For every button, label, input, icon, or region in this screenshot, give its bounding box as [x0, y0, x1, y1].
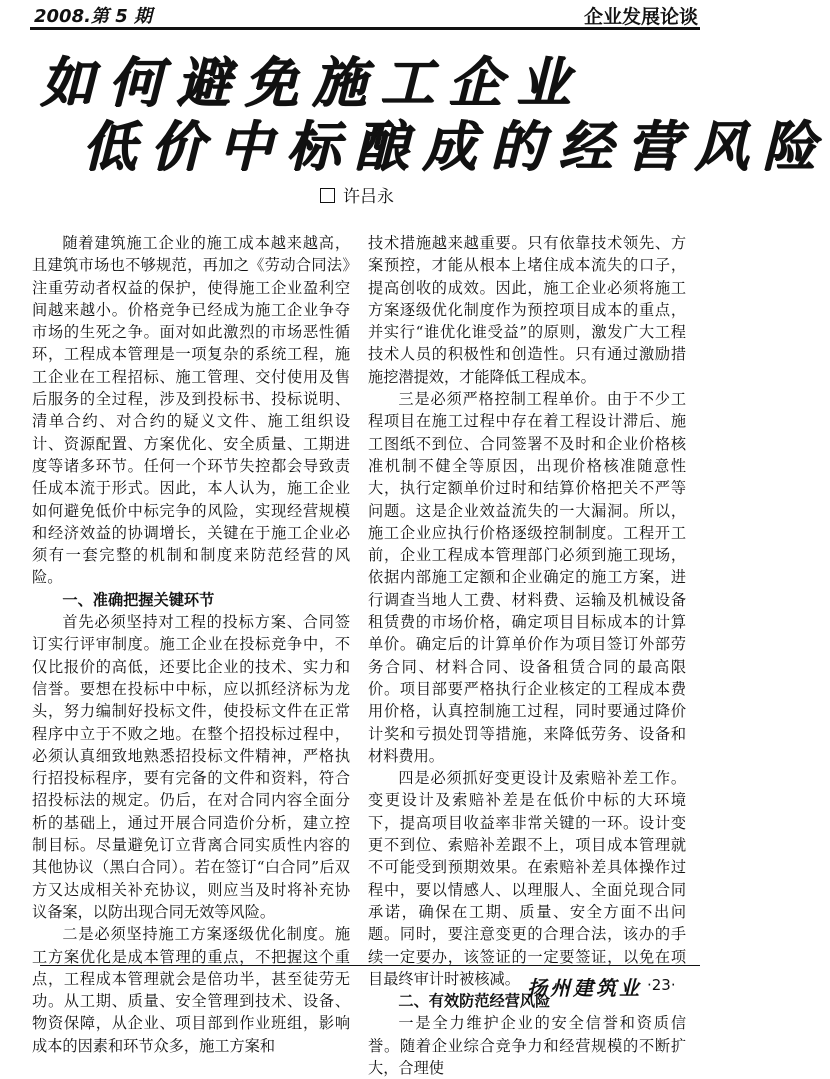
- paragraph: 随着建筑施工企业的施工成本越来越高，且建筑市场也不够规范，再加之《劳动合同法》注重劳动者权益的保护，使得施工企业盈利空间越来越小。价格竞争已经成为施工企业争夺市场的生死之争。面对如此激烈的市场恶性循环，工程成本管理是一项复杂的系统工程，施工企业在工程招标、施工管理、交付使用及售后服务的全过程，涉及到投标书、投标说明、清单合约、对合约的疑义文件、施工组织设计、资源配置、方案优化、安全质量、工期进度等诸多环节。任何一个环节失控都会导致责任成本流于形式。因此，本人认为，施工企业如何避免低价中标完争的风险，实现经营规模和经济效益的协调增长，关键在于施工企业必须有一套完整的机制和制度来防范经营的风险。: [32, 234, 350, 587]
- section-heading: 一、准确把握关键环节: [62, 590, 215, 609]
- article-title-line2: 低价中标酿成的经营风险: [82, 114, 830, 178]
- paragraph: 三是必须严格控制工程单价。由于不少工程项目在施工过程中存在着工程设计滞后、施工图纸不到位、合同签署不及时和企业价格核准机制不健全等原因，出现价格核准随意性大，执行定额单价过时和结算价格把关不严等问题。这是企业效益流失的一大漏洞。所以，施工企业应执行价格逐级控制制度。工程开工前，企业工程成本管理部门必须到施工现场，依据内部施工定额和企业确定的施工方案，进行调查当地人工费、材料费、运输及机械设备租赁费的市场价格，确定项目目标成本的计算单价。确定后的计算单价作为项目签订外部劳务合同、材料合同、设备租赁合同的最高限价。项目部要严格执行企业核定的工程成本费用价格，认真控制施工过程，同时要通过降价计奖和亏损处罚等措施，来降低劳务、设备和材料费用。: [368, 390, 686, 765]
- page-number: ·23·: [647, 976, 676, 994]
- square-icon: [320, 188, 335, 203]
- paragraph: 技术措施越来越重要。只有依靠技术领先、方案预控，才能从根本上堵住成本流失的口子，提高创收的成效。因此，施工企业必须将施工方案逐级优化制度作为预控项目成本的重点，并实行“谁优化谁受益”的原则，激发广大工程技术人员的积极性和创造性。只有通过激励措施挖潜提效，才能降低工程成本。: [368, 234, 686, 386]
- page-header: [0, 0, 720, 30]
- paragraph: 一是全力维护企业的安全信誉和资质信誉。随着企业综合竞争力和经营规模的不断扩大，合理使: [368, 1014, 686, 1077]
- section-heading: 二、有效防范经营风险: [398, 992, 551, 1011]
- header-rule: [30, 27, 700, 30]
- author-name: 许吕永: [343, 187, 394, 207]
- left-column: [32, 232, 350, 1057]
- paragraph: 首先必须坚持对工程的投标方案、合同签订实行评审制度。施工企业在投标竞争中，不仅比报价的高低，还要比企业的技术、实力和信誉。要想在投标中中标，应以抓经济标为龙头，努力编制好投标文件，使投标文件在正常程序中立于不败之地。在整个招投标过程中，必须认真细致地熟悉招投标文件精神，严格执行招投标程序，要有完备的文件和资料，符合招投标法的规定。仍后，在对合同内容全面分析的基础上，通过开展合同造价分析，建立控制目标。尽量避免订立背离合同实质性内容的其他协议（黑白合同）。若在签订“白合同”后双方又达成相关补充协议，则应当及时将补充协议备案，以防出现合同无效等风险。: [32, 613, 350, 921]
- right-column: [368, 232, 686, 1079]
- paragraph: 四是必须抓好变更设计及索赔补差工作。变更设计及索赔补差是在低价中标的大环境下，提高项目收益率非常关键的一环。设计变更不到位、索赔补差跟不上，项目成本管理就不可能受到预期效果。在索赔补差具体操作过程中，要以情感人、以理服人、全面兑现合同承诺，确保在工期、质量、安全方面不出问题。同时，要注意变更的合理合法，该办的手续一定要办，该签证的一定要签证，以免在项目最终审计时被核减。: [368, 769, 686, 988]
- magazine-brand: 扬州建筑业: [527, 976, 642, 1000]
- issue-number: 2008.第 5 期: [34, 6, 152, 27]
- column-name: 企业发展论谈: [583, 6, 698, 28]
- article-title-line1: 如何避免施工企业: [40, 50, 584, 114]
- author-line: [320, 182, 394, 207]
- footer-rule: [40, 965, 700, 966]
- paragraph: 二是必须坚持施工方案逐级优化制度。施工方案优化是成本管理的重点，不把握这个重点，工程成本管理就会是倍功半，甚至徒劳无功。从工期、质量、安全管理到技术、设备、物资保障，从企业、项目部到作业班组，影响成本的因素和环节众多，施工方案和: [32, 925, 350, 1055]
